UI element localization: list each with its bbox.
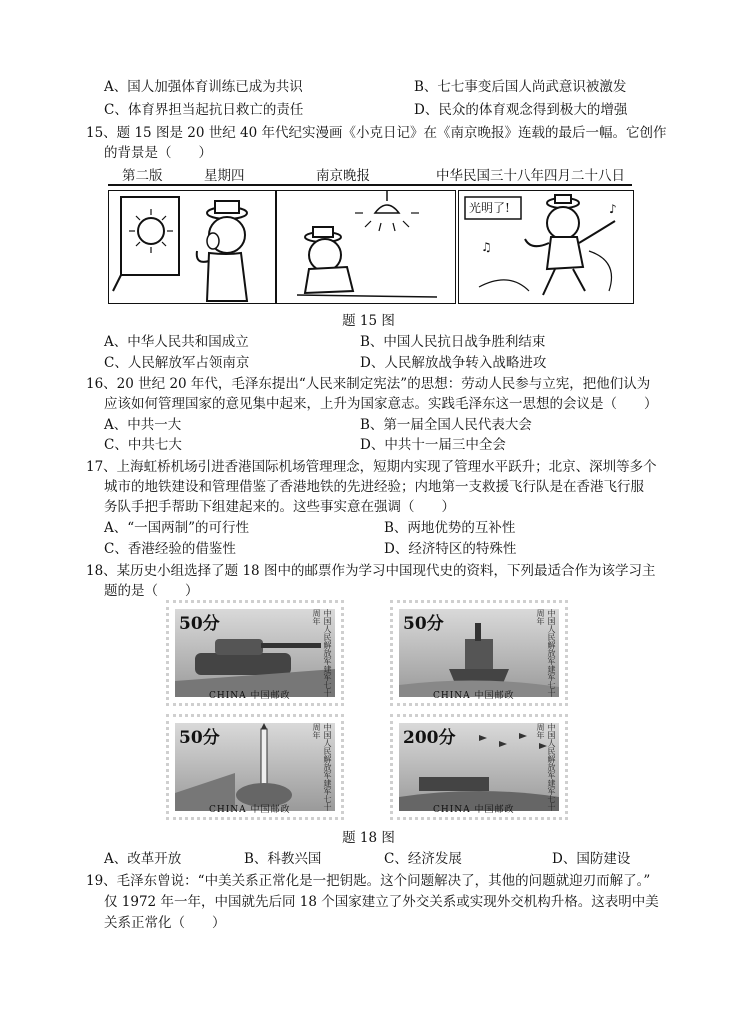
svg-text:♫: ♫ <box>481 240 492 254</box>
q17-stem-line-3: 务队手把手帮助下组建起来的。这些事实意在强调（ ） <box>104 499 455 515</box>
q17-option-c: C、香港经验的借鉴性 <box>104 541 236 557</box>
q17-option-d: D、经济特区的特殊性 <box>384 541 517 557</box>
q16-stem-line-2: 应该如何管理国家的意见集中起来，上升为国家意志。实践毛泽东这一思想的会议是（ ） <box>104 396 658 412</box>
q14-option-d: D、民众的体育观念得到极大的增强 <box>414 102 628 118</box>
stamp-aircraft <box>390 714 568 820</box>
q18-stem-line-2: 题的是（ ） <box>104 583 199 599</box>
stamp-3-value: 50分 <box>179 728 220 748</box>
q17-stem-line-2: 城市的地铁建设和管理借鉴了香港地铁的先进经验；内地第一支救援飞行队是在香港飞行服 <box>104 479 644 495</box>
stamp-3-country: CHINA 中国邮政 <box>209 805 291 815</box>
q15-option-c: C、人民解放军占领南京 <box>104 355 250 371</box>
figure-18-caption: 题 18 图 <box>342 830 395 846</box>
stamp-1-value: 50分 <box>179 614 220 634</box>
masthead-edition: 第二版 <box>122 168 163 184</box>
q15-option-a: A、中华人民共和国成立 <box>104 334 249 350</box>
q14-option-b: B、七七事变后国人尚武意识被激发 <box>414 79 627 95</box>
stamp-1-vertical-text: 中国人民解放军建军七十周年 <box>312 609 332 697</box>
stamp-3-vertical-text: 中国人民解放军建军七十周年 <box>312 723 332 811</box>
q17-stem-line-1: 17、上海虹桥机场引进香港国际机场管理理念，短期内实现了管理水平跃升；北京、深圳等多个 <box>86 459 657 475</box>
stamp-4-value: 200分 <box>403 728 456 748</box>
q18-option-c: C、经济发展 <box>384 851 462 867</box>
stamp-2-country: CHINA 中国邮政 <box>433 691 515 701</box>
q16-option-b: B、第一届全国人民代表大会 <box>360 417 532 433</box>
stamp-warship <box>390 600 568 706</box>
svg-text:♪: ♪ <box>609 202 617 216</box>
q18-option-b: B、科教兴国 <box>244 851 322 867</box>
q17-option-b: B、两地优势的互补性 <box>384 520 516 536</box>
stamp-2-vertical-text: 中国人民解放军建军七十周年 <box>536 609 556 697</box>
q19-stem-line-3: 关系正常化（ ） <box>104 915 226 931</box>
q16-stem-line-1: 16、20 世纪 20 年代，毛泽东提出“人民来制定宪法”的思想：劳动人民参与立宪，把他们认为 <box>86 376 651 392</box>
figure-15-caption: 题 15 图 <box>342 313 395 329</box>
q14-option-a: A、国人加强体育训练已成为共识 <box>104 79 303 95</box>
masthead-paper: 南京晚报 <box>316 168 370 184</box>
stamp-missile <box>166 714 344 820</box>
masthead-date: 中华民国三十八年四月二十八日 <box>436 168 625 184</box>
q15-stem-line-1: 15、题 15 图是 20 世纪 40 年代纪实漫画《小克日记》在《南京晚报》连载的最后一幅。它创作 <box>86 125 667 141</box>
speech-bubble-text: 光明了! <box>469 201 510 215</box>
stamp-4-vertical-text: 中国人民解放军建军七十周年 <box>536 723 556 811</box>
q16-option-c: C、中共七大 <box>104 437 182 453</box>
stamp-1-country: CHINA 中国邮政 <box>209 691 291 701</box>
stamp-tanks <box>166 600 344 706</box>
stamp-2-value: 50分 <box>403 614 444 634</box>
q17-option-a: A、“一国两制”的可行性 <box>104 520 250 536</box>
q18-stem-line-1: 18、某历史小组选择了题 18 图中的邮票作为学习中国现代史的资料，下列最适合作为该学习主 <box>86 563 656 579</box>
comic-window-scene-image <box>109 191 275 303</box>
q16-option-a: A、中共一大 <box>104 417 182 433</box>
comic-panel-3 <box>458 190 634 304</box>
q19-stem-line-2: 仅 1972 年一年，中国就先后同 18 个国家建立了外交关系或实现外交机构升格。这表明中美 <box>104 894 659 910</box>
q15-option-d: D、人民解放战争转入战略进攻 <box>360 355 547 371</box>
newspaper-masthead <box>108 162 632 186</box>
q15-option-b: B、中国人民抗日战争胜利结束 <box>360 334 546 350</box>
q18-option-a: A、改革开放 <box>104 851 182 867</box>
q15-stem-line-2: 的背景是（ ） <box>104 145 212 161</box>
comic-panel-2 <box>276 190 456 304</box>
stamp-4-country: CHINA 中国邮政 <box>433 805 515 815</box>
q18-option-d: D、国防建设 <box>552 851 631 867</box>
masthead-weekday: 星期四 <box>204 168 245 184</box>
comic-panel-1 <box>108 190 276 304</box>
q19-stem-line-1: 19、毛泽东曾说：“中美关系正常化是一把钥匙。这个问题解决了，其他的问题就迎刃而解了。” <box>86 873 651 889</box>
q14-option-c: C、体育界担当起抗日救亡的责任 <box>104 102 304 118</box>
comic-lamp-scene-image <box>277 191 455 303</box>
q16-option-d: D、中共十一届三中全会 <box>360 437 506 453</box>
